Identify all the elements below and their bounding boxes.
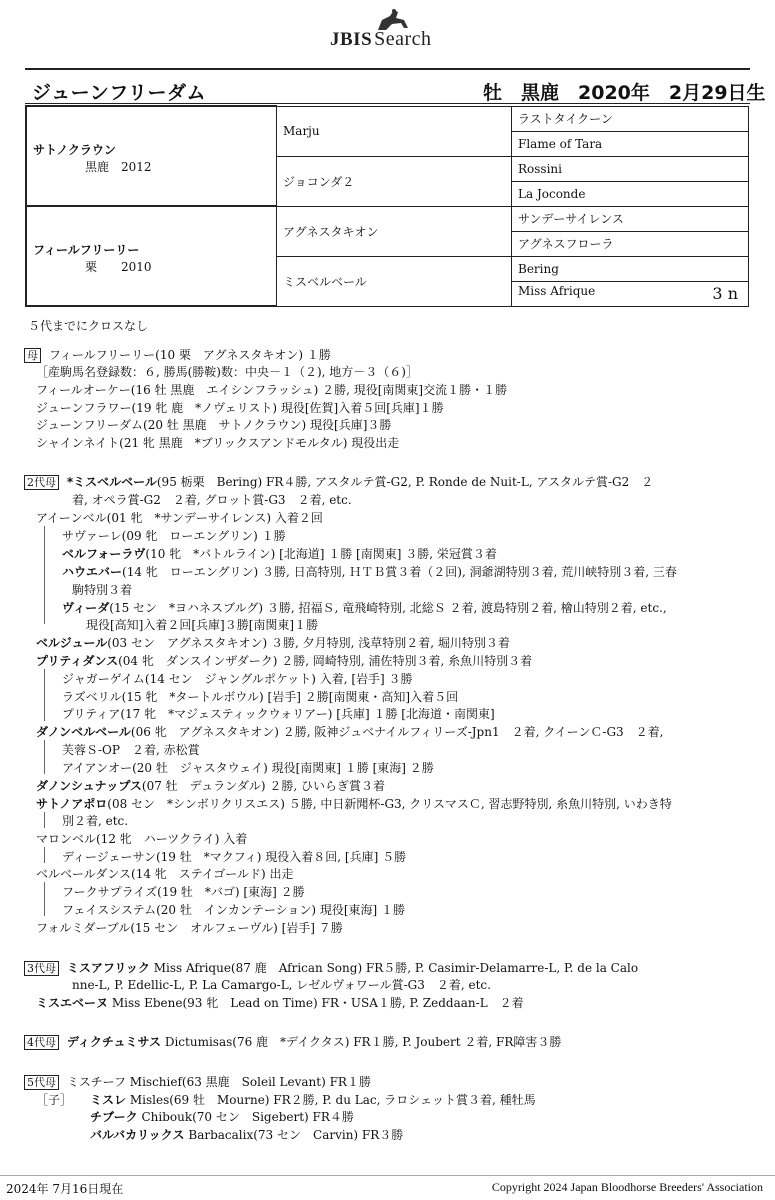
jbis-logo[interactable] <box>330 8 460 52</box>
g2-line-4: ベルフォーラヴ(10 牝 *バトルライン) [北海道] １勝 [南関東] ３勝, 栄冠賞３着 <box>62 547 497 561</box>
g2-line-25: フォルミダーブル(15 セン オルフェーヴル) [岩手] ７勝 <box>36 921 343 935</box>
label-child: ［子］ <box>36 1093 73 1107</box>
footer-rule <box>0 1175 775 1176</box>
g3-line-1: nne-L, P. Edellic-L, P. La Camargo-L, レゼルヴォワール賞-G3 ２着, etc. <box>72 978 491 992</box>
dam-dam[interactable]: ミスベルベール <box>277 256 512 306</box>
g2-line-7: ヴィーダ(15 セン *ヨハネスブルグ) ３勝, 招福Ｓ, 竜飛崎特別, 北総Ｓ ２着, 渡島特別２着, 檜山特別２着, etc., <box>62 601 667 615</box>
sire-cell <box>26 106 277 206</box>
g2-line-6: 駒特別３着 <box>72 583 133 597</box>
g2-line-22: ベルベールダンス(14 牝 ステイゴールド) 出走 <box>36 867 294 881</box>
dam-line-3: ジューンフラワー(19 牝 鹿 *ノヴェリスト) 現役[佐賀]入着５回[兵庫]１勝 <box>36 401 444 415</box>
g2-line-14: ダノンベルベール(06 牝 アグネスタキオン) ２勝, 阪神ジュベナイルフィリーズ-Jpn1 ２着, クイーンＣ-G3 ２着, <box>36 725 664 739</box>
dam-detail: 栗 2010 <box>85 260 152 274</box>
dam-line-2: フィールオーケー(16 牡 黒鹿 エイシンフラッシュ) ２勝, 現役[南関東]交流１勝・１勝 <box>36 383 508 397</box>
title-rule-bottom <box>25 103 750 104</box>
copyright: Copyright 2024 Japan Bloodhorse Breeders' Association <box>491 1180 763 1194</box>
g2-line-10: プリティダンス(04 牝 ダンスインザダーク) ２勝, 岡崎特別, 浦佐特別３着, 糸魚川特別３着 <box>36 654 533 668</box>
dam-cell <box>26 206 277 306</box>
indent-bar <box>44 526 45 624</box>
ggs-3[interactable]: Rossini <box>512 156 749 181</box>
g2-line-11: ジャガーゲイム(14 セン ジャングルポケット) 入着, [岩手] ３勝 <box>62 672 413 686</box>
dam-line-0: 母 フィールフリーリー(10 栗 アグネスタキオン) １勝 <box>24 347 331 364</box>
ggs-5[interactable]: サンデーサイレンス <box>512 206 749 231</box>
label-g2: 2代母 <box>24 475 59 490</box>
g2-line-9: ベルジュール(03 セン アグネスタキオン) ３勝, 夕月特別, 浅草特別２着, 堀川特別３着 <box>36 636 510 650</box>
ggs-7[interactable]: Bering <box>512 256 749 281</box>
dam-line-1: ［産駒馬名登録数：６, 勝馬(勝鞍)数：中央－１（２), 地方－３（６)］ <box>36 365 418 379</box>
indent-bar <box>44 669 45 721</box>
inbreed-note: 3 n <box>712 284 738 303</box>
horse-info: 牡 黒鹿 2020年 2月29日生 <box>483 82 766 104</box>
g2-line-8: 現役[高知]入着２回[兵庫]３勝[南関東]１勝 <box>86 618 319 632</box>
ggs-2[interactable]: Flame of Tara <box>512 131 749 156</box>
ggs-8-name[interactable]: Miss Afrique <box>518 284 596 298</box>
sire-name[interactable]: サトノクラウン <box>33 143 116 157</box>
dam-line-5: シャインネイト(21 牝 黒鹿 *ブリックスアンドモルタル) 現役出走 <box>36 436 400 450</box>
ggs-8[interactable] <box>512 281 749 306</box>
g2-line-2: アイーンベル(01 牝 *サンデーサイレンス) 入着２回 <box>36 511 323 525</box>
ggs-6[interactable]: アグネスフローラ <box>512 231 749 256</box>
indent-bar <box>44 740 45 774</box>
label-g4: 4代母 <box>24 1035 59 1050</box>
g2-line-20: マロンベル(12 牝 ハーツクライ) 入着 <box>36 832 248 846</box>
g3-line-2: ミスエベーヌ Miss Ebene(93 牝 Lead on Time) FR・USA１勝, P. Zeddaan-L ２着 <box>36 996 524 1010</box>
ggs-1[interactable]: ラストタイクーン <box>512 106 749 131</box>
title-rule-top <box>25 68 750 70</box>
indent-bar <box>44 812 45 828</box>
g4-line-0: 4代母 ディクチュミサス Dictumisas(76 鹿 *デイクタス) FR１勝, P. Joubert ２着, FR障害３勝 <box>24 1034 561 1051</box>
g2-line-3: サヴァーレ(09 牝 ローエングリン) １勝 <box>62 529 286 543</box>
g5-line-2: チブーク Chibouk(70 セン Sigebert) FR４勝 <box>90 1110 354 1124</box>
indent-bar <box>44 882 45 916</box>
label-dam: 母 <box>24 348 41 363</box>
sire-detail: 黒鹿 2012 <box>85 160 152 174</box>
cross-note: ５代までにクロスなし <box>28 319 149 333</box>
g2-line-19: 別２着, etc. <box>62 814 129 828</box>
dam-line-4: ジューンフリーダム(20 牡 黒鹿 サトノクラウン) 現役[兵庫]３勝 <box>36 418 392 432</box>
g2-line-23: フークサプライズ(19 牡 *バゴ) [東海] ２勝 <box>62 885 305 899</box>
g2-line-15: 芙蓉Ｓ-OP ２着, 赤松賞 <box>62 743 200 757</box>
g2-line-12: ラズベリル(15 牝 *タートルボウル) [岩手] ２勝[南関東・高知]入着５回 <box>62 690 459 704</box>
pedigree-table <box>25 105 749 307</box>
g5-line-1: ［子］ ミスレ Misles(69 牡 Mourne) FR２勝, P. du Lac, ラロシェット賞３着, 種牡馬 <box>36 1093 536 1107</box>
horse-name: ジューンフリーダム <box>32 82 206 104</box>
g2-line-13: プリティア(17 牝 *マジェスティックウォリアー) [兵庫] １勝 [北海道・南関東] <box>62 707 495 721</box>
ggs-4[interactable]: La Joconde <box>512 181 749 206</box>
indent-bar <box>44 847 45 863</box>
g2-line-5: ハウエバー(14 牝 ローエングリン) ３勝, 日高特別, ＨＴＢ賞３着（２回), 洞爺湖特別３着, 荒川峡特別３着, 三春 <box>62 565 677 579</box>
sire-dam[interactable]: ジョコンダ２ <box>277 156 512 206</box>
sire-sire[interactable]: Marju <box>277 106 512 156</box>
g3-line-0: 3代母 ミスアフリック Miss Afrique(87 鹿 African Song) FR５勝, P. Casimir-Delamarre-L, P. de la Calo <box>24 960 638 977</box>
g2-line-17: ダノンシュナップス(07 牡 デュランダル) ２勝, ひいらぎ賞３着 <box>36 779 385 793</box>
g5-line-3: バルバカリックス Barbacalix(73 セン Carvin) FR３勝 <box>90 1128 404 1142</box>
label-g3: 3代母 <box>24 961 59 976</box>
g2-line-21: ディージェーサン(19 牡 *マクフィ) 現役入着８回, [兵庫] ５勝 <box>62 850 407 864</box>
g2-line-24: フェイスシステム(20 牡 インカンテーション) 現役[東海] １勝 <box>62 903 406 917</box>
g2-line-18: サトノアポロ(08 セン *シンボリクリスエス) ５勝, 中日新聞杯-G3, クリスマスＣ, 習志野特別, 糸魚川特別, いわき特 <box>36 797 672 811</box>
label-g5: 5代母 <box>24 1075 59 1090</box>
dam-name[interactable]: フィールフリーリー <box>33 243 140 257</box>
g5-line-0: 5代母 ミスチーフ Mischief(63 黒鹿 Soleil Levant) FR１勝 <box>24 1074 371 1091</box>
g2-line-0: 2代母 *ミスベルベール(95 栃栗 Bering) FR４勝, アスタルテ賞-G2, P. Ronde de Nuit-L, アスタルテ賞-G2 ２ <box>24 474 653 491</box>
logo-text: JBIS Search <box>330 28 432 50</box>
dam-sire[interactable]: アグネスタキオン <box>277 206 512 256</box>
as-of-date: 2024年 7月16日現在 <box>6 1182 124 1196</box>
g2-line-1: 着, オペラ賞-G2 ２着, グロット賞-G3 ２着, etc. <box>72 493 352 507</box>
g2-line-16: アイアンオー(20 牡 ジャスタウェイ) 現役[南関東] １勝 [東海] ２勝 <box>62 761 434 775</box>
